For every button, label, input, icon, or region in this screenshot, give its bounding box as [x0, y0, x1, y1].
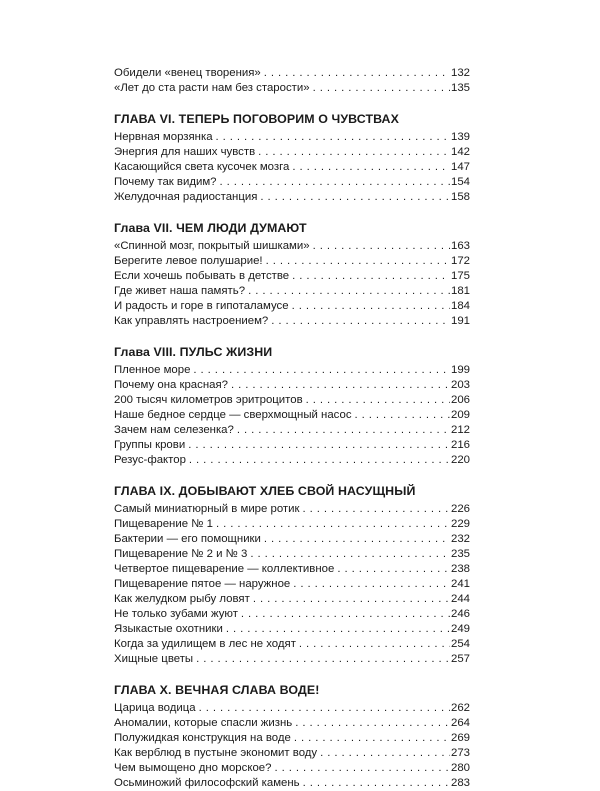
toc-entry-page-number: 229: [450, 518, 470, 530]
toc-entry[interactable]: [114, 269, 470, 284]
toc-entry-title: Нервная морзянка: [114, 131, 213, 143]
toc-entry-page-number: 142: [450, 146, 470, 158]
chapter-heading: ГЛАВА VI. ТЕПЕРЬ ПОГОВОРИМ О ЧУВСТВАХ: [114, 112, 399, 126]
toc-entry[interactable]: [114, 438, 470, 453]
toc-entry[interactable]: [114, 239, 470, 254]
toc-entry-page-number: 163: [450, 240, 470, 252]
toc-entry-page-number: 238: [450, 563, 470, 575]
toc-entry-page-number: 132: [450, 67, 470, 79]
toc-entry-page-number: 203: [450, 379, 470, 391]
dot-leader: [258, 145, 450, 160]
dot-leader: [248, 284, 450, 299]
dot-leader: [293, 577, 450, 592]
toc-entry[interactable]: [114, 408, 470, 423]
toc-entry[interactable]: [114, 453, 470, 468]
toc-entry-title: Обидели «венец творения»: [114, 67, 261, 79]
dot-leader: [199, 701, 450, 716]
toc-entry-title: Бактерии — его помощники: [114, 533, 261, 545]
toc-entry-title: Зачем нам селезенка?: [114, 424, 234, 436]
toc-entry-title: Пленное море: [114, 364, 191, 376]
toc-entry-title: Самый миниатюрный в мире ротик: [114, 503, 300, 515]
toc-entry-page-number: 147: [450, 161, 470, 173]
toc-entry-title: Берегите левое полушарие!: [114, 255, 263, 267]
toc-entry[interactable]: [114, 423, 470, 438]
toc-entry-page-number: 181: [450, 285, 470, 297]
toc-entry-page-number: 232: [450, 533, 470, 545]
toc-entry-title: Касающийся света кусочек мозга: [114, 161, 290, 173]
toc-entry-page-number: 158: [450, 191, 470, 203]
toc-entry[interactable]: [114, 299, 470, 314]
toc-entry[interactable]: [114, 393, 470, 408]
dot-leader: [271, 314, 450, 329]
dot-leader: [264, 66, 450, 81]
toc-entry-title: Наше бедное сердце — сверхмощный насос: [114, 409, 352, 421]
dot-leader: [226, 622, 450, 637]
dot-leader: [292, 160, 450, 175]
toc-entry-title: Аномалии, которые спасли жизнь: [114, 717, 293, 729]
toc-entry-title: Если хочешь побывать в детстве: [114, 270, 290, 282]
toc-entry-page-number: 283: [450, 777, 470, 789]
toc-entry-title: Почему так видим?: [114, 176, 217, 188]
dot-leader: [216, 517, 450, 532]
dot-leader: [237, 423, 450, 438]
chapter-heading: Глава VIII. ПУЛЬС ЖИЗНИ: [114, 345, 273, 359]
toc-entry-page-number: 220: [450, 454, 470, 466]
toc-entry-title: И радость и горе в гипоталамусе: [114, 300, 289, 312]
toc-entry-title: Группы крови: [114, 439, 186, 451]
dot-leader: [253, 592, 450, 607]
toc-entry-title: Не только зубами жуют: [114, 608, 238, 620]
dot-leader: [189, 453, 450, 468]
toc-entry[interactable]: [114, 284, 470, 299]
dot-leader: [299, 637, 450, 652]
toc-entry[interactable]: [114, 145, 470, 160]
dot-leader: [264, 532, 450, 547]
toc-entry-page-number: 209: [450, 409, 470, 421]
dot-leader: [216, 130, 450, 145]
toc-entry-page-number: 249: [450, 623, 470, 635]
dot-leader: [274, 761, 450, 776]
dot-leader: [355, 408, 450, 423]
toc-entry-page-number: 206: [450, 394, 470, 406]
dot-leader: [306, 393, 450, 408]
toc-entry-page-number: 135: [450, 82, 470, 94]
toc-entry-title: Почему она красная?: [114, 379, 228, 391]
toc-entry-page-number: 175: [450, 270, 470, 282]
toc-entry-title: Когда за удилищем в лес не ходят: [114, 638, 296, 650]
toc-entry-page-number: 216: [450, 439, 470, 451]
toc-entry-page-number: 199: [450, 364, 470, 376]
toc-entry-title: Языкастые охотники: [114, 623, 223, 635]
toc-entry[interactable]: [114, 66, 470, 81]
toc-entry[interactable]: [114, 175, 470, 190]
toc-entry[interactable]: [114, 547, 470, 562]
toc-entry-title: Пищеварение пятое — наружное: [114, 578, 291, 590]
toc-entry-title: Как управлять настроением?: [114, 315, 269, 327]
toc-entry[interactable]: [114, 378, 470, 393]
chapter-heading: ГЛАВА X. ВЕЧНАЯ СЛАВА ВОДЕ!: [114, 683, 320, 697]
toc-entry[interactable]: [114, 776, 470, 791]
dot-leader: [303, 502, 450, 517]
toc-entry[interactable]: [114, 363, 470, 378]
dot-leader: [250, 547, 450, 562]
toc-entry-page-number: 226: [450, 503, 470, 515]
toc-entry-title: «Лет до ста расти нам без старости»: [114, 82, 310, 94]
toc-entry-title: 200 тысяч километров эритроцитов: [114, 394, 303, 406]
toc-entry[interactable]: [114, 652, 470, 667]
toc-entry[interactable]: [114, 517, 470, 532]
dot-leader: [193, 363, 450, 378]
toc-entry-page-number: 191: [450, 315, 470, 327]
toc-entry-page-number: 254: [450, 638, 470, 650]
toc-entry[interactable]: [114, 81, 470, 96]
toc-entry[interactable]: [114, 502, 470, 517]
toc-entry-page-number: 280: [450, 762, 470, 774]
toc-entry[interactable]: [114, 761, 470, 776]
toc-entry-title: Четвертое пищеварение — коллективное: [114, 563, 335, 575]
toc-entry-title: Осьминожий философский камень: [114, 777, 300, 789]
dot-leader: [337, 562, 450, 577]
dot-leader: [241, 607, 450, 622]
toc-entry[interactable]: [114, 314, 470, 329]
chapter-heading: ГЛАВА IX. ДОБЫВАЮТ ХЛЕБ СВОЙ НАСУЩНЫЙ: [114, 484, 416, 498]
toc-entry[interactable]: [114, 746, 470, 761]
toc-entry[interactable]: [114, 190, 470, 205]
toc-entry[interactable]: [114, 607, 470, 622]
toc-entry[interactable]: [114, 731, 470, 746]
toc-entry-title: Хищные цветы: [114, 653, 194, 665]
dot-leader: [313, 239, 450, 254]
toc-entry[interactable]: [114, 562, 470, 577]
toc-entry-page-number: 262: [450, 702, 470, 714]
toc-entry-page-number: 273: [450, 747, 470, 759]
toc-entry-page-number: 212: [450, 424, 470, 436]
toc-entry-title: Полужидкая конструкция на воде: [114, 732, 291, 744]
toc-entry-page-number: 184: [450, 300, 470, 312]
toc-entry-page-number: 154: [450, 176, 470, 188]
toc-entry-title: Пищеварение № 1: [114, 518, 213, 530]
toc-entry-title: Желудочная радиостанция: [114, 191, 258, 203]
toc-entry-page-number: 172: [450, 255, 470, 267]
toc-entry[interactable]: [114, 532, 470, 547]
dot-leader: [231, 378, 450, 393]
toc-entry[interactable]: [114, 160, 470, 175]
toc-entry-page-number: 244: [450, 593, 470, 605]
dot-leader: [266, 254, 450, 269]
toc-entry-title: Как желудком рыбу ловят: [114, 593, 250, 605]
toc-entry[interactable]: [114, 577, 470, 592]
toc-entry[interactable]: [114, 130, 470, 145]
toc-entry-title: Энергия для наших чувств: [114, 146, 256, 158]
toc-entry-page-number: 257: [450, 653, 470, 665]
toc-entry-page-number: 139: [450, 131, 470, 143]
toc-entry[interactable]: [114, 592, 470, 607]
toc-entry[interactable]: [114, 622, 470, 637]
toc-entry[interactable]: [114, 637, 470, 652]
toc-entry-page-number: 246: [450, 608, 470, 620]
dot-leader: [292, 269, 450, 284]
toc-entry[interactable]: [114, 701, 470, 716]
dot-leader: [313, 81, 450, 96]
toc-entry-page-number: 269: [450, 732, 470, 744]
toc-entry-page-number: 241: [450, 578, 470, 590]
dot-leader: [320, 746, 450, 761]
toc-entry-title: Чем вымощено дно морское?: [114, 762, 272, 774]
toc-entry-page-number: 235: [450, 548, 470, 560]
toc-entry-title: Где живет наша память?: [114, 285, 246, 297]
toc-entry-title: Резус-фактор: [114, 454, 186, 466]
toc-entry-page-number: 264: [450, 717, 470, 729]
toc-entry-title: «Спинной мозг, покрытый шишками»: [114, 240, 310, 252]
toc-entry[interactable]: [114, 716, 470, 731]
chapter-heading: Глава VII. ЧЕМ ЛЮДИ ДУМАЮТ: [114, 221, 307, 235]
dot-leader: [260, 190, 450, 205]
table-of-contents: [114, 66, 470, 791]
dot-leader: [220, 175, 450, 190]
dot-leader: [295, 716, 450, 731]
toc-entry[interactable]: [114, 254, 470, 269]
toc-entry-title: Пищеварение № 2 и № 3: [114, 548, 248, 560]
dot-leader: [196, 652, 450, 667]
dot-leader: [292, 299, 450, 314]
toc-entry-title: Царица водица: [114, 702, 196, 714]
dot-leader: [303, 776, 450, 791]
toc-entry-title: Как верблюд в пустыне экономит воду: [114, 747, 318, 759]
dot-leader: [294, 731, 450, 746]
dot-leader: [188, 438, 450, 453]
